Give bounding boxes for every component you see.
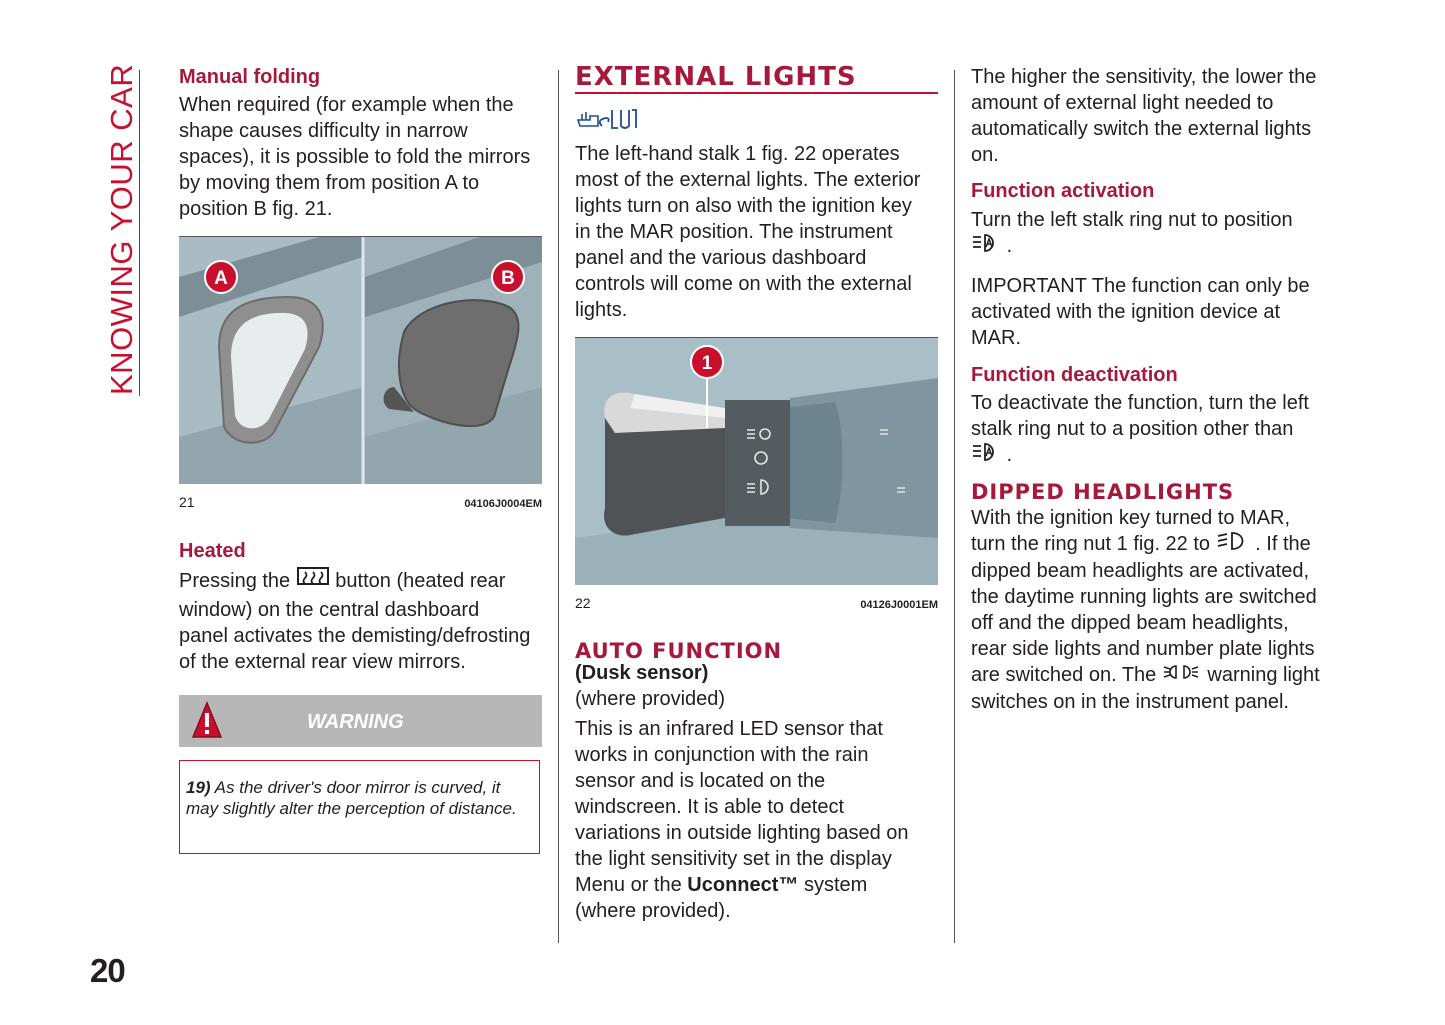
figure-21-image (179, 236, 542, 484)
figure-code: 04126J0001EM (860, 599, 938, 611)
figure-label-a: A (214, 268, 228, 289)
warning-note (179, 760, 540, 854)
heated-title: Heated (179, 540, 246, 562)
warning-banner (179, 695, 542, 747)
side-lights-warning-icon (1162, 662, 1202, 689)
column-divider-1 (558, 70, 559, 943)
figure-number: 22 (575, 595, 591, 611)
figure-callout-1: 1 (701, 353, 713, 374)
figure-21-caption (179, 494, 542, 510)
auto-function-text: This is an infrared LED sensor that works in conjunction with the rain sensor and is located on the windscreen. It is able to detect variations in outside lighting based on the light sensitivity set in the display Menu or the Uconnect™ system (where provided). (575, 718, 909, 922)
manual-folding-title: Manual folding (179, 66, 321, 88)
warning-label: WARNING (307, 711, 404, 733)
function-activation-title: Function activation (971, 180, 1155, 202)
external-lights-text: The left-hand stalk 1 fig. 22 operates most of the external lights. The exterior lights turn on also with the ignition key in the MAR position. The instrument panel and the various dashboard controls will come on with the external lights. (575, 143, 921, 321)
warning-icon (191, 701, 223, 746)
manual-folding-text: When required (for example when the shape causes difficulty in narrow spaces), it is possible to fold the mirrors by moving them from position A to position B fig. 21. (179, 94, 531, 220)
function-deactivation-title: Function deactivation (971, 364, 1178, 386)
auto-lights-icon (971, 233, 1001, 260)
auto-function-where: (where provided) (575, 688, 726, 710)
figure-number: 21 (179, 494, 195, 510)
heated-text: Pressing the button (heated rear window) on the central dashboard panel activates the demisting/defrosting of the external rear view mirrors. (179, 566, 549, 675)
auto-function-subtitle: (Dusk sensor) (575, 662, 709, 684)
function-activation-text: Turn the left stalk ring nut to position . (971, 207, 1341, 260)
dipped-headlights-title: DIPPED HEADLIGHTS (971, 480, 1235, 504)
mirror-illustration (179, 237, 542, 484)
note-number: 19) (186, 778, 211, 797)
auto-lights-icon (971, 442, 1001, 469)
note-text: As the driver's door mirror is curved, it may slightly alter the perception of distance. (186, 778, 517, 818)
column-divider-2 (954, 70, 955, 943)
page-number: 20 (90, 952, 125, 989)
figure-22-image (575, 337, 938, 585)
stalk-illustration (575, 338, 938, 585)
figure-label-b: B (501, 268, 515, 289)
section-side-title: KNOWING YOUR CAR (104, 63, 139, 395)
elum-symbol-icon (576, 106, 640, 137)
auto-function-title: AUTO FUNCTION (575, 639, 783, 663)
external-lights-title: EXTERNAL LIGHTS (575, 62, 857, 92)
rear-defrost-icon (296, 566, 330, 597)
sensitivity-text: The higher the sensitivity, the lower the amount of external light needed to automatically switch the external lights on. (971, 66, 1317, 166)
side-divider (139, 70, 140, 396)
function-deactivation-text: To deactivate the function, turn the left stalk ring nut to a position other than . (971, 390, 1341, 469)
figure-code: 04106J0004EM (464, 498, 542, 510)
uconnect-brand: Uconnect™ (687, 874, 799, 896)
figure-22-caption (575, 595, 938, 611)
external-lights-rule (575, 92, 938, 94)
dipped-beam-icon (1216, 531, 1250, 558)
important-note: IMPORTANT The function can only be activated with the ignition device at MAR. (971, 275, 1310, 349)
dipped-headlights-text: With the ignition key turned to MAR, turn the ring nut 1 fig. 22 to . If the dipped beam headlights are activated, the daytime running lights are switched off and the dipped beam headlights, rear side lights and number plate lights are switched on. The warning light switches on in the instrument panel. (971, 507, 1320, 714)
